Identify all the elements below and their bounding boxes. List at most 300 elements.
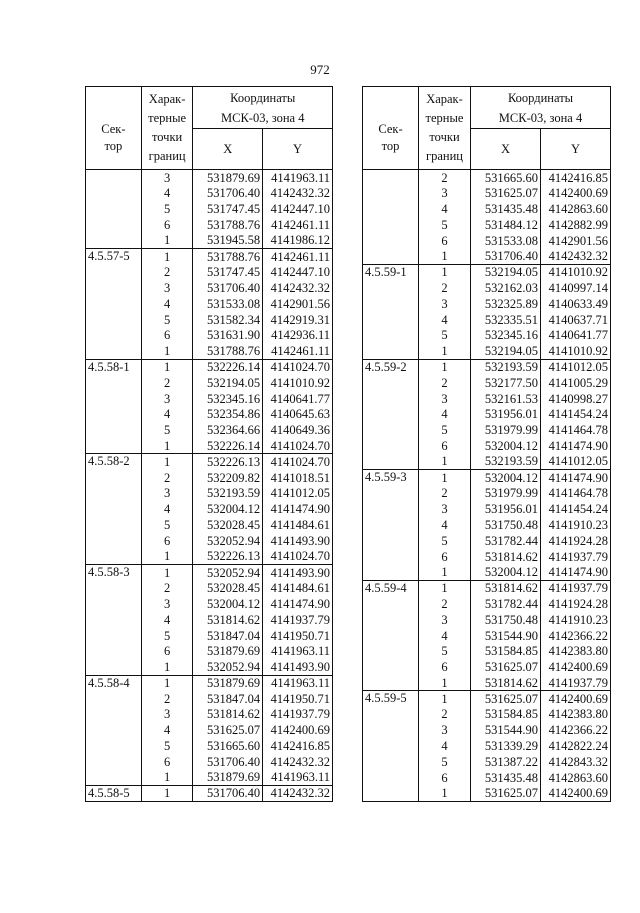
x-cell: 531782.44 xyxy=(471,596,541,612)
point-cell: 4 xyxy=(419,406,471,422)
y-cell: 4141005.29 xyxy=(541,375,611,391)
y-cell: 4140997.14 xyxy=(541,280,611,296)
table-row xyxy=(363,738,611,754)
table-row xyxy=(363,643,611,659)
sector-cell xyxy=(363,391,419,407)
y-cell: 4141024.70 xyxy=(263,549,333,565)
y-cell: 4142447.10 xyxy=(263,264,333,280)
y-cell: 4141024.70 xyxy=(263,454,333,470)
point-cell: 2 xyxy=(419,485,471,501)
y-cell: 4142366.22 xyxy=(541,628,611,644)
point-cell: 2 xyxy=(141,264,193,280)
points-header-line: Харак- xyxy=(148,92,186,106)
y-cell: 4141937.79 xyxy=(263,707,333,723)
point-cell: 2 xyxy=(141,580,193,596)
y-cell: 4142882.99 xyxy=(541,217,611,233)
table-row xyxy=(363,185,611,201)
sector-cell xyxy=(363,549,419,565)
y-cell: 4142432.32 xyxy=(263,754,333,770)
y-cell: 4141937.79 xyxy=(263,612,333,628)
sector-cell xyxy=(363,375,419,391)
sector-cell: 4.5.58-2 xyxy=(86,454,142,470)
sector-header-line: Сек- xyxy=(378,122,403,136)
point-cell: 1 xyxy=(419,454,471,470)
x-cell: 531533.08 xyxy=(471,233,541,249)
x-cell: 531750.48 xyxy=(471,517,541,533)
points-header xyxy=(419,87,471,170)
x-cell: 532226.14 xyxy=(193,359,263,375)
sector-cell xyxy=(86,280,142,296)
table-row xyxy=(363,580,611,596)
coordinates-header-line: Координаты xyxy=(507,90,574,105)
table-row xyxy=(363,359,611,375)
sector-cell: 4.5.57-5 xyxy=(86,248,142,264)
table-row xyxy=(86,596,333,612)
sector-cell xyxy=(86,201,142,217)
sector-cell xyxy=(86,438,142,454)
table-row xyxy=(363,675,611,691)
x-cell: 531387.22 xyxy=(471,754,541,770)
table-row xyxy=(363,517,611,533)
y-cell: 4141910.23 xyxy=(541,612,611,628)
table-row xyxy=(86,754,333,770)
sector-cell xyxy=(86,422,142,438)
point-cell: 5 xyxy=(141,628,193,644)
point-cell: 5 xyxy=(419,533,471,549)
y-cell: 4142901.56 xyxy=(263,296,333,312)
x-cell: 531847.04 xyxy=(193,691,263,707)
coordinates-header xyxy=(471,87,611,129)
table-row xyxy=(363,296,611,312)
sector-cell: 4.5.58-4 xyxy=(86,675,142,691)
sector-cell xyxy=(86,754,142,770)
sector-cell xyxy=(86,628,142,644)
table-row xyxy=(86,628,333,644)
sector-cell xyxy=(86,296,142,312)
table-row xyxy=(363,391,611,407)
x-cell: 531788.76 xyxy=(193,343,263,359)
y-cell: 4142863.60 xyxy=(541,201,611,217)
table-row xyxy=(363,707,611,723)
table-row xyxy=(86,549,333,565)
sector-cell xyxy=(363,564,419,580)
point-cell: 6 xyxy=(141,327,193,343)
point-cell: 6 xyxy=(141,754,193,770)
sector-cell xyxy=(363,485,419,501)
table-row xyxy=(363,754,611,770)
table-row xyxy=(86,170,333,186)
point-cell: 3 xyxy=(141,707,193,723)
y-cell: 4141464.78 xyxy=(541,485,611,501)
point-cell: 2 xyxy=(419,596,471,612)
x-cell: 531814.62 xyxy=(471,549,541,565)
sector-cell xyxy=(363,454,419,470)
y-cell: 4142822.24 xyxy=(541,738,611,754)
table-row xyxy=(86,722,333,738)
x-cell: 532193.59 xyxy=(471,359,541,375)
sector-cell xyxy=(363,280,419,296)
table-row xyxy=(363,549,611,565)
x-cell: 532052.94 xyxy=(193,659,263,675)
points-header-line: терные xyxy=(148,111,187,125)
y-cell: 4142432.32 xyxy=(541,248,611,264)
x-cell: 532226.13 xyxy=(193,549,263,565)
x-cell: 531484.12 xyxy=(471,217,541,233)
point-cell: 3 xyxy=(141,280,193,296)
point-cell: 6 xyxy=(141,643,193,659)
y-cell: 4141937.79 xyxy=(541,580,611,596)
table-row xyxy=(86,517,333,533)
y-cell: 4142416.85 xyxy=(263,738,333,754)
x-cell: 531706.40 xyxy=(471,248,541,264)
point-cell: 1 xyxy=(419,691,471,707)
point-cell: 3 xyxy=(141,485,193,501)
table-row xyxy=(86,343,333,359)
sector-cell xyxy=(86,596,142,612)
table-row xyxy=(86,296,333,312)
table-row xyxy=(363,406,611,422)
y-cell: 4142863.60 xyxy=(541,770,611,786)
table-row xyxy=(363,422,611,438)
y-cell: 4140641.77 xyxy=(541,327,611,343)
x-cell: 531339.29 xyxy=(471,738,541,754)
sector-cell xyxy=(86,217,142,233)
y-cell: 4141986.12 xyxy=(263,233,333,249)
point-cell: 4 xyxy=(419,738,471,754)
table-row xyxy=(86,438,333,454)
y-cell: 4142936.11 xyxy=(263,327,333,343)
y-cell: 4141474.90 xyxy=(263,501,333,517)
x-cell: 531847.04 xyxy=(193,628,263,644)
point-cell: 3 xyxy=(419,391,471,407)
sector-cell: 4.5.58-1 xyxy=(86,359,142,375)
points-header-line: точки xyxy=(151,130,183,144)
table-row xyxy=(86,248,333,264)
y-cell: 4142432.32 xyxy=(263,185,333,201)
x-cell: 531879.69 xyxy=(193,643,263,659)
sector-cell xyxy=(86,170,142,186)
sector-header-line: тор xyxy=(381,139,400,153)
sector-cell xyxy=(86,659,142,675)
point-cell: 3 xyxy=(141,170,193,186)
x-cell: 531879.69 xyxy=(193,770,263,786)
point-cell: 1 xyxy=(419,359,471,375)
sector-cell xyxy=(86,707,142,723)
sector-header-line: Сек- xyxy=(101,122,126,136)
point-cell: 1 xyxy=(141,454,193,470)
table-row xyxy=(363,454,611,470)
x-cell: 531814.62 xyxy=(193,707,263,723)
point-cell: 4 xyxy=(141,612,193,628)
table-row xyxy=(86,770,333,786)
point-cell: 5 xyxy=(141,201,193,217)
y-cell: 4141484.61 xyxy=(263,580,333,596)
x-cell: 532226.13 xyxy=(193,454,263,470)
x-cell: 531979.99 xyxy=(471,485,541,501)
points-header-line: терные xyxy=(425,111,464,125)
point-cell: 6 xyxy=(419,438,471,454)
point-cell: 4 xyxy=(141,296,193,312)
x-cell: 531814.62 xyxy=(193,612,263,628)
x-cell: 531814.62 xyxy=(471,675,541,691)
sector-cell xyxy=(363,343,419,359)
sector-cell xyxy=(86,327,142,343)
x-cell: 531533.08 xyxy=(193,296,263,312)
table-row xyxy=(363,596,611,612)
point-cell: 5 xyxy=(419,643,471,659)
x-cell: 532004.12 xyxy=(193,501,263,517)
y-cell: 4140641.77 xyxy=(263,391,333,407)
y-cell: 4141937.79 xyxy=(541,549,611,565)
table-row xyxy=(363,264,611,280)
sector-cell xyxy=(363,643,419,659)
x-cell: 532028.45 xyxy=(193,580,263,596)
x-cell: 532004.12 xyxy=(471,564,541,580)
table-row xyxy=(363,470,611,486)
sector-cell xyxy=(363,438,419,454)
table-row xyxy=(86,738,333,754)
table-row xyxy=(86,359,333,375)
sector-cell xyxy=(363,312,419,328)
x-cell: 532325.89 xyxy=(471,296,541,312)
point-cell: 5 xyxy=(419,217,471,233)
y-cell: 4142843.32 xyxy=(541,754,611,770)
table-row xyxy=(363,343,611,359)
point-cell: 2 xyxy=(419,170,471,186)
sector-cell xyxy=(363,422,419,438)
sector-cell xyxy=(363,707,419,723)
table-row xyxy=(363,628,611,644)
x-cell: 531625.07 xyxy=(471,786,541,802)
x-cell: 532364.66 xyxy=(193,422,263,438)
x-cell: 531956.01 xyxy=(471,406,541,422)
point-cell: 5 xyxy=(141,312,193,328)
point-cell: 5 xyxy=(141,517,193,533)
x-cell: 532004.12 xyxy=(471,438,541,454)
sector-cell: 4.5.58-5 xyxy=(86,786,142,802)
sector-cell xyxy=(363,248,419,264)
table-row xyxy=(86,501,333,517)
table-row xyxy=(86,217,333,233)
y-cell: 4142447.10 xyxy=(263,201,333,217)
point-cell: 1 xyxy=(419,580,471,596)
x-cell: 531706.40 xyxy=(193,280,263,296)
sector-cell xyxy=(363,659,419,675)
y-cell: 4141493.90 xyxy=(263,533,333,549)
x-cell: 531979.99 xyxy=(471,422,541,438)
y-cell: 4141493.90 xyxy=(263,659,333,675)
y-cell: 4141010.92 xyxy=(541,264,611,280)
x-cell: 532177.50 xyxy=(471,375,541,391)
y-cell: 4141024.70 xyxy=(263,359,333,375)
y-cell: 4142432.32 xyxy=(263,786,333,802)
y-cell: 4141950.71 xyxy=(263,628,333,644)
table-row xyxy=(86,612,333,628)
table-row xyxy=(363,533,611,549)
table-row xyxy=(363,233,611,249)
table-row xyxy=(86,485,333,501)
x-cell: 532226.14 xyxy=(193,438,263,454)
y-cell: 4141010.92 xyxy=(263,375,333,391)
x-cell: 531584.85 xyxy=(471,643,541,659)
sector-cell xyxy=(363,217,419,233)
table-row xyxy=(86,185,333,201)
sector-cell xyxy=(363,738,419,754)
sector-cell xyxy=(86,691,142,707)
x-cell: 531625.07 xyxy=(471,659,541,675)
y-header: Y xyxy=(263,129,333,170)
y-cell: 4141963.11 xyxy=(263,643,333,659)
x-cell: 532193.59 xyxy=(193,485,263,501)
table-row xyxy=(363,280,611,296)
x-cell: 531747.45 xyxy=(193,201,263,217)
y-cell: 4142400.69 xyxy=(263,722,333,738)
page-number: 972 xyxy=(310,62,330,77)
x-cell: 531435.48 xyxy=(471,770,541,786)
x-cell: 531582.34 xyxy=(193,312,263,328)
point-cell: 3 xyxy=(419,722,471,738)
point-cell: 3 xyxy=(419,296,471,312)
points-header-line: границ xyxy=(148,149,186,163)
table-row xyxy=(86,643,333,659)
point-cell: 6 xyxy=(419,770,471,786)
table-row xyxy=(86,707,333,723)
sector-cell xyxy=(86,312,142,328)
x-cell: 531747.45 xyxy=(193,264,263,280)
coordinates-header xyxy=(193,87,333,129)
x-header: X xyxy=(471,129,541,170)
table-row xyxy=(363,770,611,786)
sector-cell xyxy=(363,786,419,802)
point-cell: 5 xyxy=(419,754,471,770)
point-cell: 1 xyxy=(419,786,471,802)
sector-cell: 4.5.59-1 xyxy=(363,264,419,280)
coordinates-header-line: Координаты xyxy=(230,90,296,105)
point-cell: 5 xyxy=(141,422,193,438)
sector-cell xyxy=(86,485,142,501)
x-cell: 531782.44 xyxy=(471,533,541,549)
table-row xyxy=(363,612,611,628)
table-row xyxy=(86,454,333,470)
y-cell: 4141474.90 xyxy=(541,564,611,580)
sector-cell xyxy=(363,612,419,628)
x-cell: 531750.48 xyxy=(471,612,541,628)
x-cell: 532161.53 xyxy=(471,391,541,407)
point-cell: 4 xyxy=(141,406,193,422)
table-row xyxy=(363,564,611,580)
table-row xyxy=(86,201,333,217)
table-row xyxy=(86,233,333,249)
point-cell: 2 xyxy=(419,707,471,723)
point-cell: 1 xyxy=(141,675,193,691)
sector-cell: 4.5.59-4 xyxy=(363,580,419,596)
y-cell: 4141018.51 xyxy=(263,470,333,486)
y-cell: 4141950.71 xyxy=(263,691,333,707)
point-cell: 1 xyxy=(419,248,471,264)
sector-cell xyxy=(86,233,142,249)
x-cell: 531706.40 xyxy=(193,185,263,201)
x-cell: 532194.05 xyxy=(471,264,541,280)
x-cell: 532345.16 xyxy=(193,391,263,407)
point-cell: 1 xyxy=(419,343,471,359)
y-cell: 4140649.36 xyxy=(263,422,333,438)
sector-cell xyxy=(86,375,142,391)
sector-cell xyxy=(86,738,142,754)
point-cell: 1 xyxy=(141,438,193,454)
point-cell: 4 xyxy=(141,185,193,201)
table-row xyxy=(363,485,611,501)
y-cell: 4141024.70 xyxy=(263,438,333,454)
table-row xyxy=(363,722,611,738)
sector-cell xyxy=(86,549,142,565)
y-cell: 4142400.69 xyxy=(541,185,611,201)
sector-cell xyxy=(86,517,142,533)
points-header xyxy=(141,87,193,170)
table-row xyxy=(86,659,333,675)
point-cell: 3 xyxy=(141,596,193,612)
point-cell: 4 xyxy=(141,501,193,517)
sector-cell xyxy=(86,501,142,517)
table-body-left xyxy=(86,170,333,802)
y-cell: 4141464.78 xyxy=(541,422,611,438)
x-cell: 531435.48 xyxy=(471,201,541,217)
x-cell: 532194.05 xyxy=(471,343,541,359)
points-header-line: Харак- xyxy=(426,92,463,106)
table-row xyxy=(363,201,611,217)
point-cell: 5 xyxy=(419,327,471,343)
points-header-line: границ xyxy=(426,149,463,163)
point-cell: 1 xyxy=(419,470,471,486)
table-row xyxy=(86,391,333,407)
table-row xyxy=(363,438,611,454)
x-cell: 531625.07 xyxy=(471,185,541,201)
y-cell: 4141963.11 xyxy=(263,675,333,691)
table-row xyxy=(86,422,333,438)
coordinates-header-line: МСК-03, зона 4 xyxy=(221,110,305,125)
y-cell: 4142416.85 xyxy=(541,170,611,186)
point-cell: 6 xyxy=(141,217,193,233)
y-cell: 4140633.49 xyxy=(541,296,611,312)
sector-cell: 4.5.59-3 xyxy=(363,470,419,486)
point-cell: 3 xyxy=(141,391,193,407)
y-cell: 4141454.24 xyxy=(541,406,611,422)
x-cell: 531631.90 xyxy=(193,327,263,343)
sector-cell xyxy=(363,501,419,517)
y-cell: 4142461.11 xyxy=(263,217,333,233)
x-cell: 531544.90 xyxy=(471,628,541,644)
table-row xyxy=(86,580,333,596)
point-cell: 1 xyxy=(141,343,193,359)
sector-cell xyxy=(86,185,142,201)
y-cell: 4142366.22 xyxy=(541,722,611,738)
point-cell: 1 xyxy=(141,564,193,580)
table-row xyxy=(86,786,333,802)
sector-cell xyxy=(363,296,419,312)
y-cell: 4142901.56 xyxy=(541,233,611,249)
sector-cell xyxy=(86,264,142,280)
sector-cell xyxy=(86,533,142,549)
point-cell: 1 xyxy=(419,564,471,580)
y-cell: 4142461.11 xyxy=(263,248,333,264)
table-row xyxy=(363,312,611,328)
x-cell: 532345.16 xyxy=(471,327,541,343)
x-cell: 532052.94 xyxy=(193,533,263,549)
point-cell: 6 xyxy=(419,549,471,565)
y-cell: 4142400.69 xyxy=(541,691,611,707)
y-cell: 4142400.69 xyxy=(541,786,611,802)
point-cell: 1 xyxy=(419,675,471,691)
point-cell: 1 xyxy=(141,248,193,264)
